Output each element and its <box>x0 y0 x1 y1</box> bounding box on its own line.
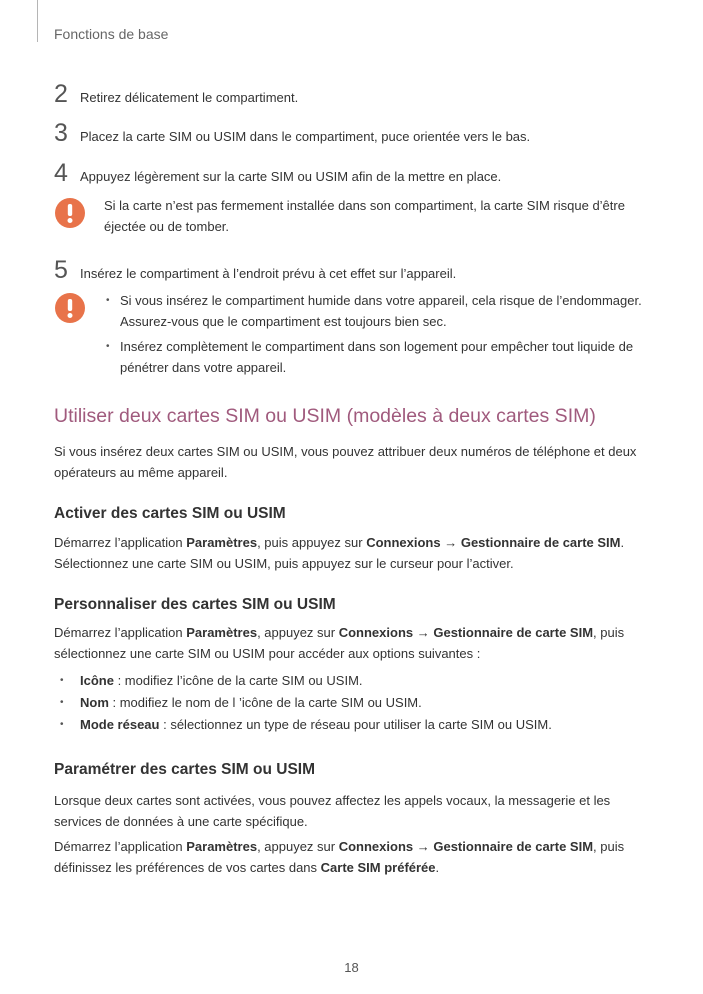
customize-options <box>54 670 654 736</box>
step-2 <box>54 80 298 109</box>
step-text: Appuyez légèrement sur la carte SIM ou USIM afin de la mettre en place. <box>80 169 502 184</box>
step-text: Retirez délicatement le compartiment. <box>80 90 299 105</box>
step-4 <box>54 159 501 188</box>
activate-instructions: Démarrez l’application Paramètres, puis appuyez sur Connexions → Gestionnaire de carte SIM. Sélectionnez une carte SIM ou USIM, puis appuyez sur le curseur pour l’activer. <box>54 535 625 571</box>
step-number: 5 <box>54 256 68 284</box>
customize-instructions: Démarrez l’application Paramètres, appuyez sur Connexions → Gestionnaire de carte SIM, puis sélectionnez une carte SIM ou USIM pour accéder aux options suivantes : <box>54 625 625 661</box>
section-intro: Si vous insérez deux cartes SIM ou USIM, vous pouvez attribuer deux numéros de téléphone et deux opérateurs au même appareil. <box>54 444 637 480</box>
warning-note: Si la carte n’est pas fermement installée dans son compartiment, la carte SIM risque d’être éjectée ou de tomber. <box>104 198 625 234</box>
section-title: Utiliser deux cartes SIM ou USIM (modèles à deux cartes SIM) <box>54 405 596 427</box>
subsection-title-customize: Personnaliser des cartes SIM ou USIM <box>54 596 336 613</box>
step-number: 2 <box>54 80 68 108</box>
warning-bullet: • Si vous insérez le compartiment humide dans votre appareil, cela risque de l’endommager. Assurez-vous que le compartiment est toujours bien sec. <box>104 290 649 332</box>
step-number: 3 <box>54 119 68 147</box>
step-5 <box>54 256 456 285</box>
preferences-instructions: Démarrez l’application Paramètres, appuyez sur Connexions → Gestionnaire de carte SIM, puis définissez les préférences de vos cartes dans Carte SIM préférée. <box>54 839 625 875</box>
warning-bullets <box>104 290 649 382</box>
subsection-title-activate: Activer des cartes SIM ou USIM <box>54 505 286 522</box>
header-rule <box>37 0 38 42</box>
step-text: Insérez le compartiment à l’endroit prévu à cet effet sur l’appareil. <box>80 266 457 281</box>
step-text: Placez la carte SIM ou USIM dans le compartiment, puce orientée vers le bas. <box>80 129 531 144</box>
page-number: 18 <box>344 960 359 975</box>
warning-icon <box>55 198 85 228</box>
list-item: • Mode réseau : sélectionnez un type de réseau pour utiliser la carte SIM ou USIM. <box>54 714 654 735</box>
list-item: • Nom : modifiez le nom de l ’icône de la carte SIM ou USIM. <box>54 692 654 713</box>
step-3 <box>54 119 530 148</box>
subsection-title-preferences: Paramétrer des cartes SIM ou USIM <box>54 761 316 778</box>
warning-bullet: • Insérez complètement le compartiment dans son logement pour empêcher tout liquide de pénétrer dans votre appareil. <box>104 336 649 378</box>
step-number: 4 <box>54 159 68 187</box>
list-item: • Icône : modifiez l’icône de la carte SIM ou USIM. <box>54 670 654 691</box>
warning-icon <box>55 293 85 323</box>
preferences-intro: Lorsque deux cartes sont activées, vous pouvez affectez les appels vocaux, la messagerie et les services de données à une carte spécifique. <box>54 793 611 829</box>
header-title: Fonctions de base <box>54 26 169 42</box>
